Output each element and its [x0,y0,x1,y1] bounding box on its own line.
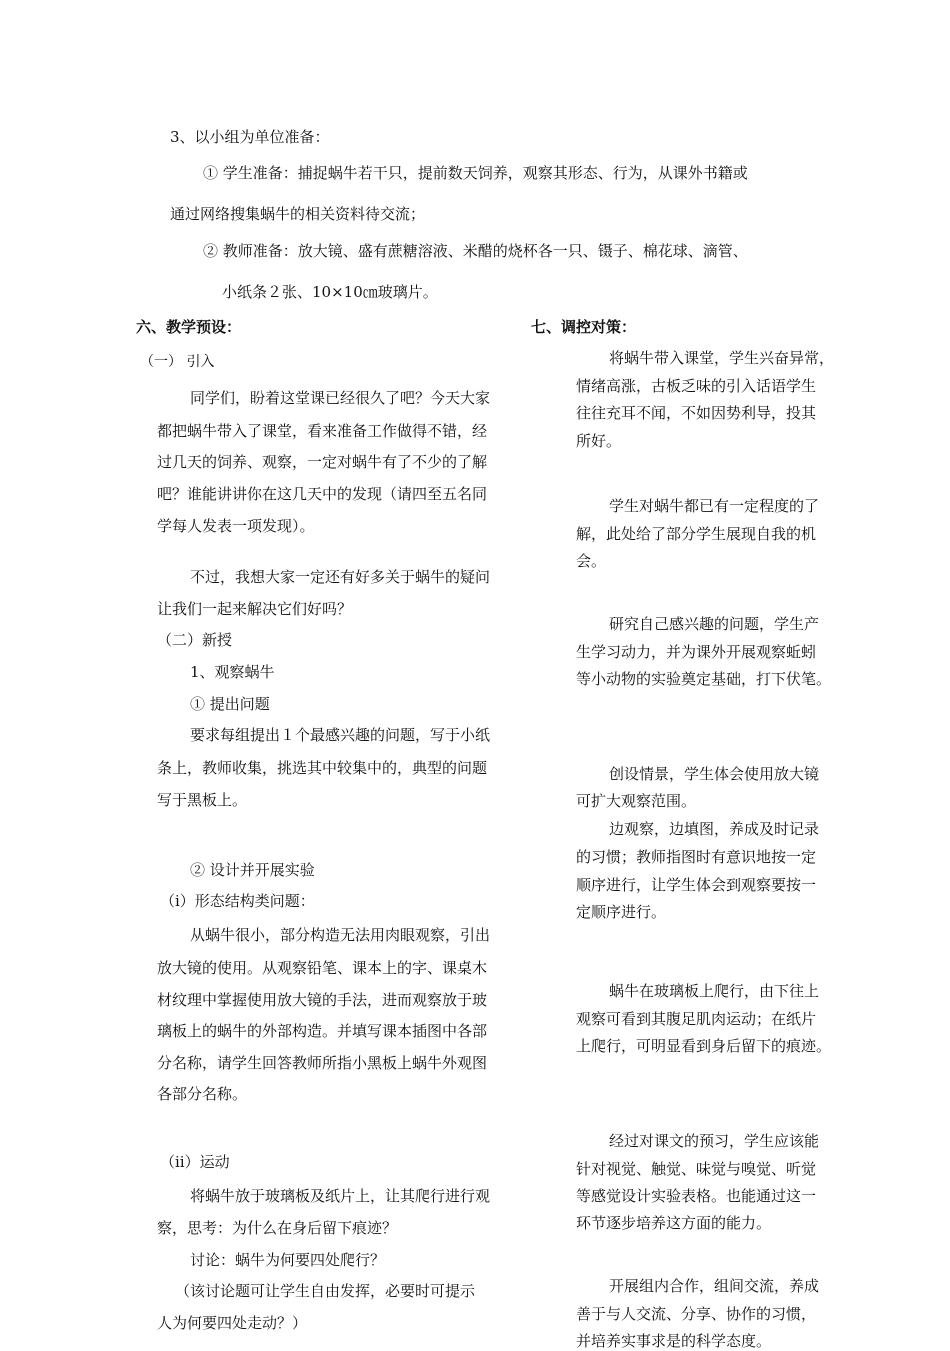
strategy-line: 等感觉设计实验表格。也能通过这一 [576,1187,817,1205]
question-paragraph-line: 不过，我想大家一定还有好多关于蜗牛的疑问 [190,568,491,586]
observe-snail-subheading: 1、观察蜗牛 [190,663,275,681]
strategy-line: 等小动物的实验奠定基础，打下伏笔。 [576,670,832,688]
strategy-line: 定顺序进行。 [576,903,667,921]
strategy-line: 善于与人交流、分享、协作的习惯， [576,1305,817,1323]
structure-paragraph-line: 璃板上的蜗牛的外部构造。并填写课本插图中各部 [157,1022,488,1040]
part-2-label: （二）新授 [157,631,233,649]
strategy-line: 并培养实事求是的科学态度。 [576,1332,772,1350]
intro-paragraph-line: 都把蜗牛带入了课堂，看来准备工作做得不错，经 [157,422,488,440]
discussion-note-line: （该讨论题可让学生自由发挥，必要时可提示 [175,1282,476,1300]
strategy-line: 所好。 [576,432,622,450]
strategy-line: 针对视觉、触觉、味觉与嗅觉、听觉 [576,1160,817,1178]
structure-paragraph-line: 从蜗牛很小，部分构造无法用肉眼观察，引出 [190,926,491,944]
strategy-line: 学生对蜗牛都已有一定程度的了 [609,497,820,515]
intro-paragraph-line: 吧？谁能讲讲你在这几天中的发现（请四至五名同 [157,485,488,503]
movement-question-label: （ⅱ）运动 [160,1153,230,1171]
step-2-label: ② 设计并开展实验 [190,861,315,879]
structure-paragraph-line: 材纹理中掌握使用放大镜的手法，进而观察放于玻 [157,991,488,1009]
prep-heading: 3、以小组为单位准备： [170,128,330,146]
structure-question-label: （ⅰ）形态结构类问题： [160,892,315,910]
step-1-paragraph-line: 要求每组提出１个最感兴趣的问题，写于小纸 [190,726,491,744]
structure-paragraph-line: 分名称，请学生回答教师所指小黑板上蜗牛外观图 [157,1054,488,1072]
strategy-line: 创设情景，学生体会使用放大镜 [609,765,820,783]
strategy-line: 蜗牛在玻璃板上爬行，由下往上 [609,982,820,1000]
discussion-line: 讨论：蜗牛为何要四处爬行？ [190,1251,386,1269]
strategy-line: 可扩大观察范围。 [576,792,697,810]
control-strategy-heading: 七、调控对策： [531,318,637,336]
strategy-line: 环节逐步培养这方面的能力。 [576,1214,772,1232]
step-1-paragraph-line: 条上，教师收集，挑选其中较集中的，典型的问题 [157,759,488,777]
intro-paragraph-line: 学每人发表一项发现）。 [157,517,315,535]
strategy-line: 研究自己感兴趣的问题，学生产 [609,615,820,633]
strategy-line: 开展组内合作，组间交流，养成 [609,1277,820,1295]
strategy-line: 生学习动力，并为课外开展观察蚯蚓 [576,643,817,661]
part-1-label: （一） 引入 [140,354,215,370]
step-1-paragraph-line: 写于黑板上。 [157,791,248,809]
strategy-line: 解，此处给了部分学生展现自我的机 [576,525,817,543]
strategy-line: 将蜗牛带入课堂，学生兴奋异常， [609,349,835,367]
structure-paragraph-line: 各部分名称。 [157,1085,248,1103]
teacher-prep-line-2: 小纸条２张、10×10㎝玻璃片。 [222,283,438,301]
student-prep-line-1: ① 学生准备：捕捉蜗牛若干只，提前数天饲养，观察其形态、行为，从课外书籍或 [203,164,748,182]
intro-paragraph-line: 同学们，盼着这堂课已经很久了吧？今天大家 [190,389,491,407]
strategy-line: 经过对课文的预习，学生应该能 [609,1132,820,1150]
movement-paragraph-line: 将蜗牛放于玻璃板及纸片上，让其爬行进行观 [190,1187,491,1205]
movement-paragraph-line: 察，思考：为什么在身后留下痕迹？ [157,1219,398,1237]
strategy-line: 顺序进行，让学生体会到观察要按一 [576,876,817,894]
structure-paragraph-line: 放大镜的使用。从观察铅笔、课本上的字、课桌木 [157,959,488,977]
strategy-line: 上爬行，可明显看到身后留下的痕迹。 [576,1037,832,1055]
strategy-line: 往往充耳不闻，不如因势利导，投其 [576,404,817,422]
step-1-label: ① 提出问题 [190,695,270,713]
student-prep-line-2: 通过网络搜集蜗牛的相关资料待交流； [170,205,426,223]
question-paragraph-line: 让我们一起来解决它们好吗？ [157,600,353,618]
teacher-prep-line-1: ② 教师准备：放大镜、盛有蔗糖溶液、米醋的烧杯各一只、镊子、棉花球、滴管、 [203,242,748,260]
strategy-line: 观察可看到其腹足肌肉运动；在纸片 [576,1010,817,1028]
strategy-line: 情绪高涨，古板乏味的引入话语学生 [576,377,817,395]
strategy-line: 的习惯；教师指图时有意识地按一定 [576,848,817,866]
discussion-note-line: 人为何要四处走动？） [157,1314,308,1332]
strategy-line: 边观察，边填图，养成及时记录 [609,820,820,838]
teaching-plan-heading: 六、教学预设： [136,318,242,336]
intro-paragraph-line: 过几天的饲养、观察，一定对蜗牛有了不少的了解 [157,453,488,471]
strategy-line: 会。 [576,552,607,570]
